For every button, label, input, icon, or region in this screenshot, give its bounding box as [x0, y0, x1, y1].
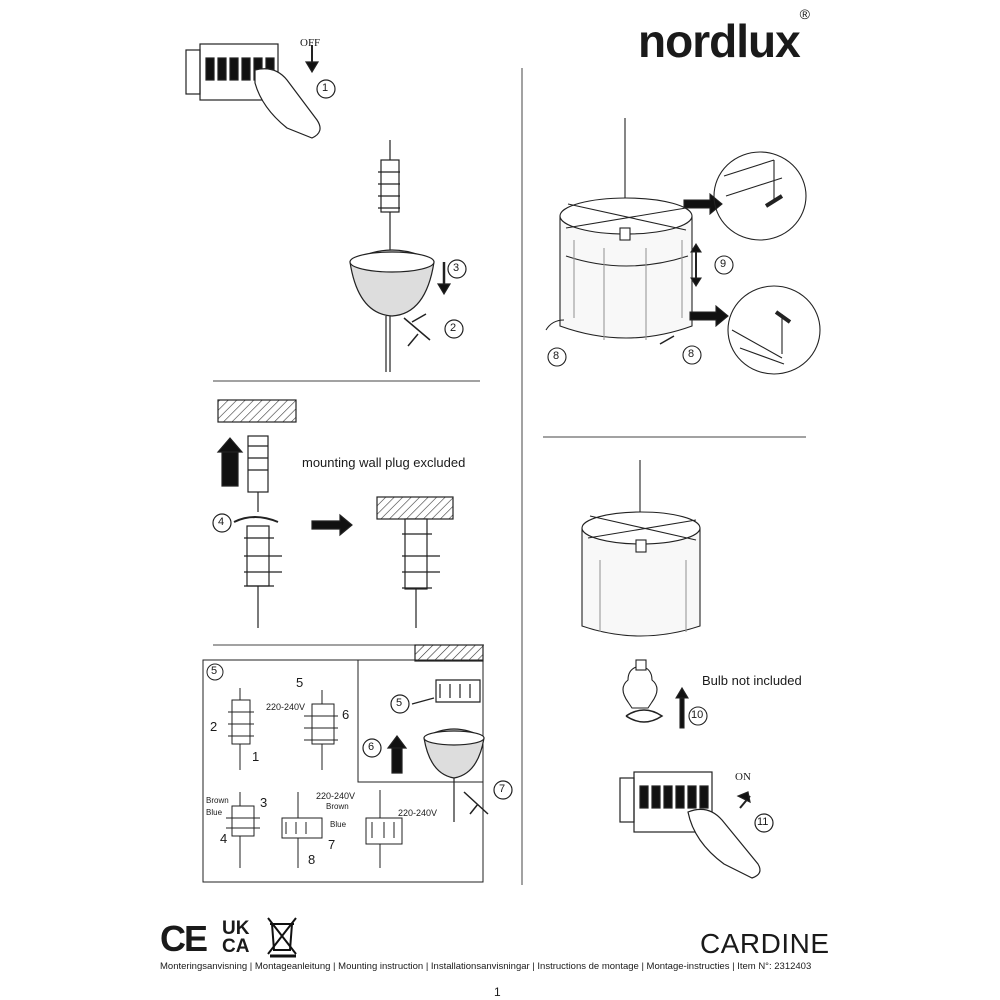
- complete-lamp: [582, 460, 707, 728]
- brand-logo: nordlux®: [638, 5, 809, 67]
- step-8a-number: 8: [553, 350, 560, 362]
- step-5-number: 5: [211, 665, 218, 677]
- canopy-lowering: [350, 140, 466, 372]
- breaker-panel-off: [186, 44, 335, 138]
- ukca-mark: UK CA: [222, 918, 250, 957]
- wiring-substep-5: 5: [296, 675, 304, 690]
- step-2-number: 2: [450, 322, 457, 334]
- off-label: OFF: [300, 37, 321, 49]
- step-4-number: 4: [218, 516, 225, 528]
- wiring-substep-3: 3: [260, 795, 268, 810]
- canopy-attach: [363, 645, 512, 822]
- wiring-figure-c: [226, 792, 260, 868]
- step-1-number: 1: [322, 82, 329, 94]
- bulb-note: Bulb not included: [702, 673, 802, 688]
- wiring-voltage-label: 220-240V: [266, 702, 306, 712]
- footer-languages: Monteringsanvisning | Montageanleitung | Mounting instruction | Installationsanvisningar | Instructions de montage | Montage-instructies | Item N°: 2312403: [160, 961, 812, 972]
- wiring-voltage-label-2: 220-240V: [316, 791, 356, 801]
- on-label: ON: [735, 771, 751, 783]
- step-9-number: 9: [720, 258, 727, 270]
- wiring-figure-b: [304, 690, 338, 770]
- step-8b-number: 8: [688, 348, 695, 360]
- wiring-brown-label-2: Brown: [326, 802, 349, 811]
- wiring-figure-e: [366, 790, 402, 868]
- page-number: 1: [494, 985, 501, 999]
- step-3-number: 3: [453, 262, 460, 274]
- wiring-blue-label: Blue: [206, 808, 223, 817]
- wiring-voltage-label-3: 220-240V: [398, 808, 438, 818]
- wiring-substep-4: 4: [220, 831, 228, 846]
- step-5-canopy-number: 5: [396, 697, 403, 709]
- wiring-brown-label: Brown: [206, 796, 229, 805]
- weee-bin-icon: [268, 918, 296, 956]
- step-11-number: 11: [757, 816, 769, 828]
- wall-plug-note: mounting wall plug excluded: [302, 455, 466, 470]
- wiring-substep-8: 8: [308, 852, 316, 867]
- wiring-substep-7: 7: [328, 837, 336, 852]
- wiring-figure-a: [228, 688, 254, 770]
- wiring-blue-label-2: Blue: [330, 820, 347, 829]
- shade-assembly: [546, 118, 820, 374]
- wiring-substep-1: 1: [252, 749, 260, 764]
- wiring-substep-2: 2: [210, 719, 218, 734]
- ce-mark: CE: [160, 918, 207, 959]
- ceiling-mounting: [213, 400, 453, 628]
- wiring-figure-d: [282, 792, 322, 868]
- breaker-panel-on: [620, 772, 773, 878]
- step-6-number: 6: [368, 741, 375, 753]
- step-10-number: 10: [691, 709, 704, 721]
- layout-dividers: [213, 68, 806, 885]
- wiring-substep-6: 6: [342, 707, 350, 722]
- step-7-number: 7: [499, 783, 506, 795]
- product-title: CARDINE: [700, 928, 830, 959]
